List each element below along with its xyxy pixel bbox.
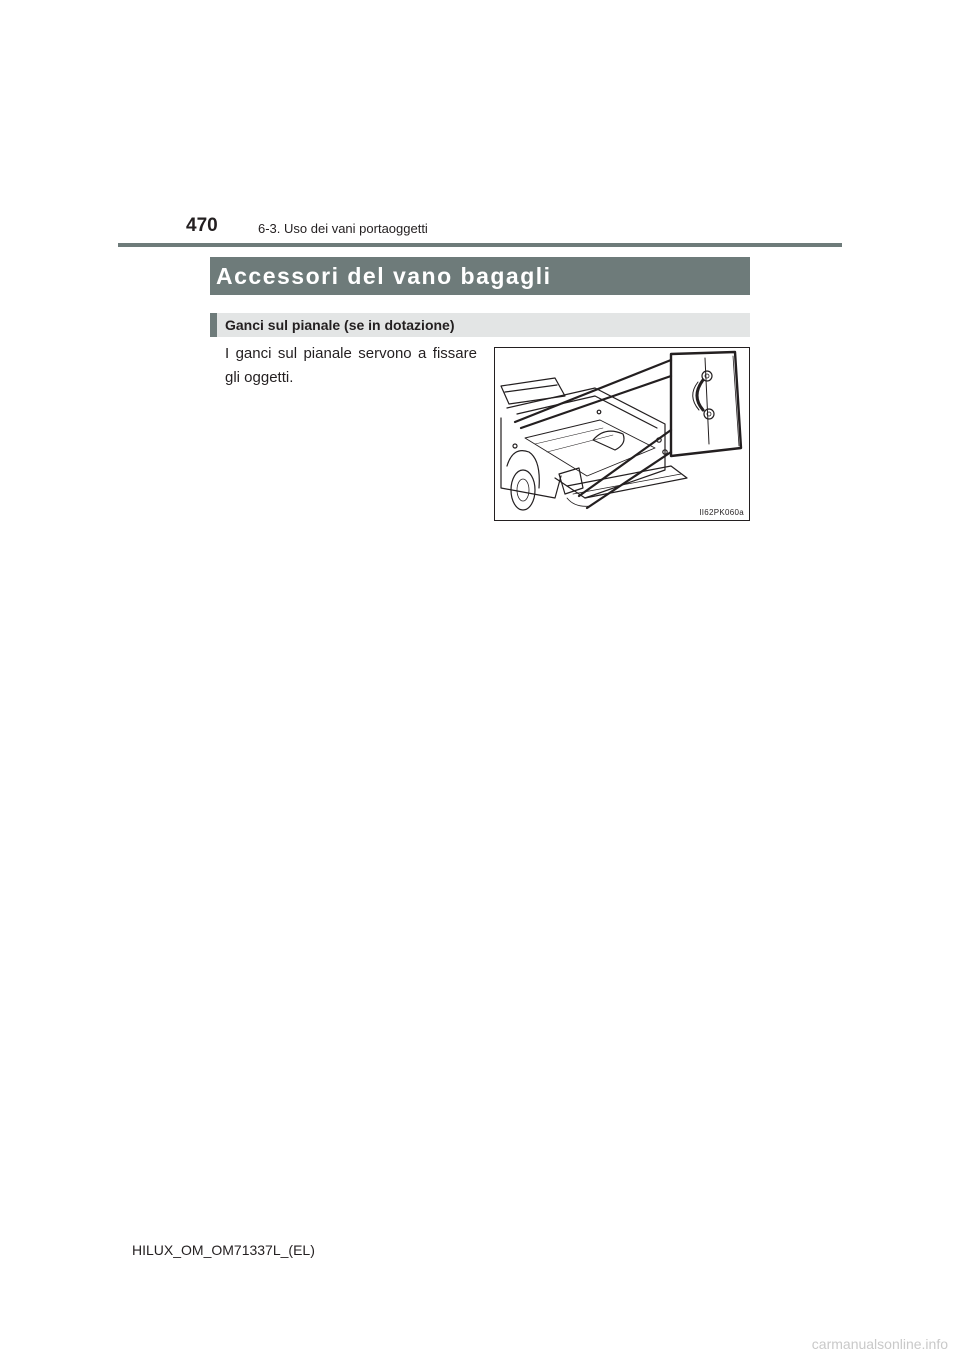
watermark[interactable]: carmanualsonline.info <box>811 1336 948 1352</box>
subsection-title: Ganci sul pianale (se in dotazione) <box>225 317 455 333</box>
body-paragraph: I ganci sul pianale servono a fissare gli oggetti. <box>225 345 477 386</box>
chapter-title: 6-3. Uso dei vani portaoggetti <box>258 221 428 236</box>
truck-bed-drawing <box>495 348 749 520</box>
section-heading-bar <box>210 257 750 295</box>
section-title: Accessori del vano bagagli <box>216 263 552 289</box>
truck-bed-hooks-illustration <box>494 347 750 521</box>
figure-code: II62PK060a <box>699 508 744 517</box>
page-number: 470 <box>186 215 218 236</box>
manual-code: HILUX_OM_OM71337L_(EL) <box>132 1242 315 1258</box>
header-divider <box>118 243 842 247</box>
subsection-heading-bar <box>210 313 750 337</box>
